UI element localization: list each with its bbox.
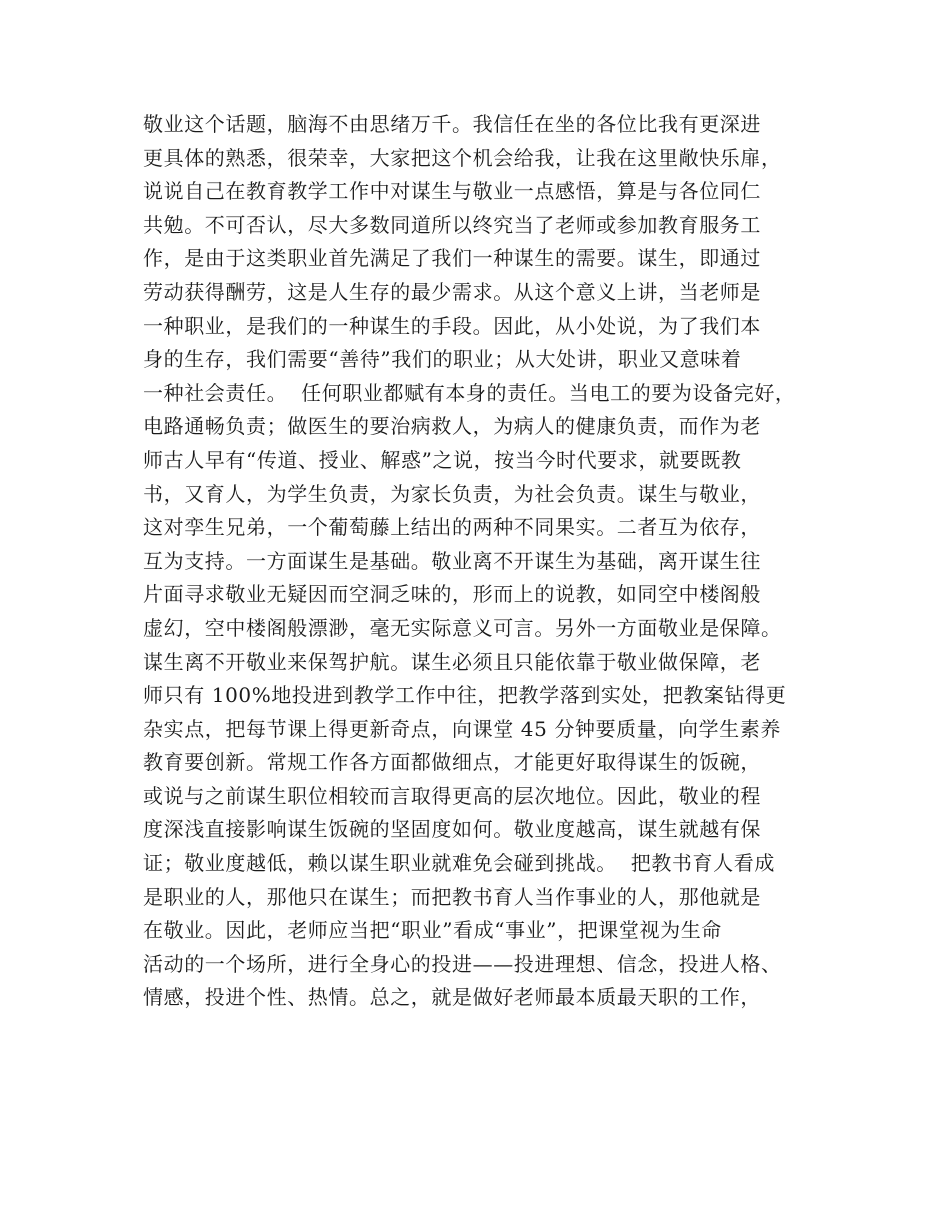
text-line: 证；敬业度越低，赖以谋生职业就难免会碰到挑战。 把教书育人看成: [143, 851, 775, 876]
text-line: 师古人早有“传道、授业、解惑”之说，按当今时代要求，就要既教: [143, 447, 742, 472]
text-line: 在敬业。因此，老师应当把“职业”看成“事业”，把课堂视为生命: [143, 918, 722, 943]
text-line: 这对孪生兄弟，一个葡萄藤上结出的两种不同果实。二者互为依存，: [143, 515, 761, 540]
text-line: 一种职业，是我们的一种谋生的手段。因此，从小处说，为了我们本: [143, 313, 761, 338]
text-line: 教育要创新。常规工作各方面都做细点，才能更好取得谋生的饭碗，: [143, 750, 761, 775]
text-line: 杂实点，把每节课上得更新奇点，向课堂 45 分钟要质量，向学生素养: [143, 716, 781, 741]
text-line: 度深浅直接影响谋生饭碗的坚固度如何。敬业度越高，谋生就越有保: [143, 817, 761, 842]
text-line: 情感，投进个性、热情。总之，就是做好老师最本质最天职的工作，: [143, 985, 761, 1010]
text-line: 共勉。不可否认，尽大多数同道所以终究当了老师或参加教育服务工: [143, 212, 761, 237]
text-line: 活动的一个场所，进行全身心的投进——投进理想、信念，投进人格、: [143, 951, 782, 976]
text-line: 一种社会责任。 任何职业都赋有本身的责任。当电工的要为设备完好，: [143, 380, 796, 405]
text-line: 作，是由于这类职业首先满足了我们一种谋生的需要。谋生，即通过: [143, 246, 761, 271]
text-line: 或说与之前谋生职位相较而言取得更高的层次地位。因此，敬业的程: [143, 783, 761, 808]
text-line: 电路通畅负责；做医生的要治病救人，为病人的健康负责，而作为老: [143, 414, 761, 439]
text-line: 更具体的熟悉，很荣幸，大家把这个机会给我，让我在这里敞快乐扉，: [143, 145, 782, 170]
text-line: 谋生离不开敬业来保驾护航。谋生必须且只能依靠于敬业做保障，老: [143, 649, 761, 674]
text-line: 互为支持。一方面谋生是基础。敬业离不开谋生为基础，离开谋生往: [143, 548, 761, 573]
text-line: 身的生存，我们需要“善待”我们的职业；从大处讲，职业又意味着: [143, 347, 742, 372]
body-text: [143, 108, 833, 1015]
text-line: 师只有 100%地投进到教学工作中往，把教学落到实处，把教案钻得更: [143, 683, 787, 708]
text-line: 是职业的人，那他只在谋生；而把教书育人当作事业的人，那他就是: [143, 884, 761, 909]
text-line: 书，又育人，为学生负责，为家长负责，为社会负责。谋生与敬业，: [143, 481, 761, 506]
text-line: 片面寻求敬业无疑因而空洞乏味的，形而上的说教，如同空中楼阁般: [143, 582, 761, 607]
text-line: 敬业这个话题，脑海不由思绪万千。我信任在坐的各位比我有更深进: [143, 112, 761, 136]
text-line: 劳动获得酬劳，这是人生存的最少需求。从这个意义上讲，当老师是: [143, 279, 761, 304]
text-line: 说说自己在教育教学工作中对谋生与敬业一点感悟，算是与各位同仁: [143, 179, 761, 204]
text-line: 虚幻，空中楼阁般漂渺，毫无实际意义可言。另外一方面敬业是保障。: [143, 615, 782, 640]
